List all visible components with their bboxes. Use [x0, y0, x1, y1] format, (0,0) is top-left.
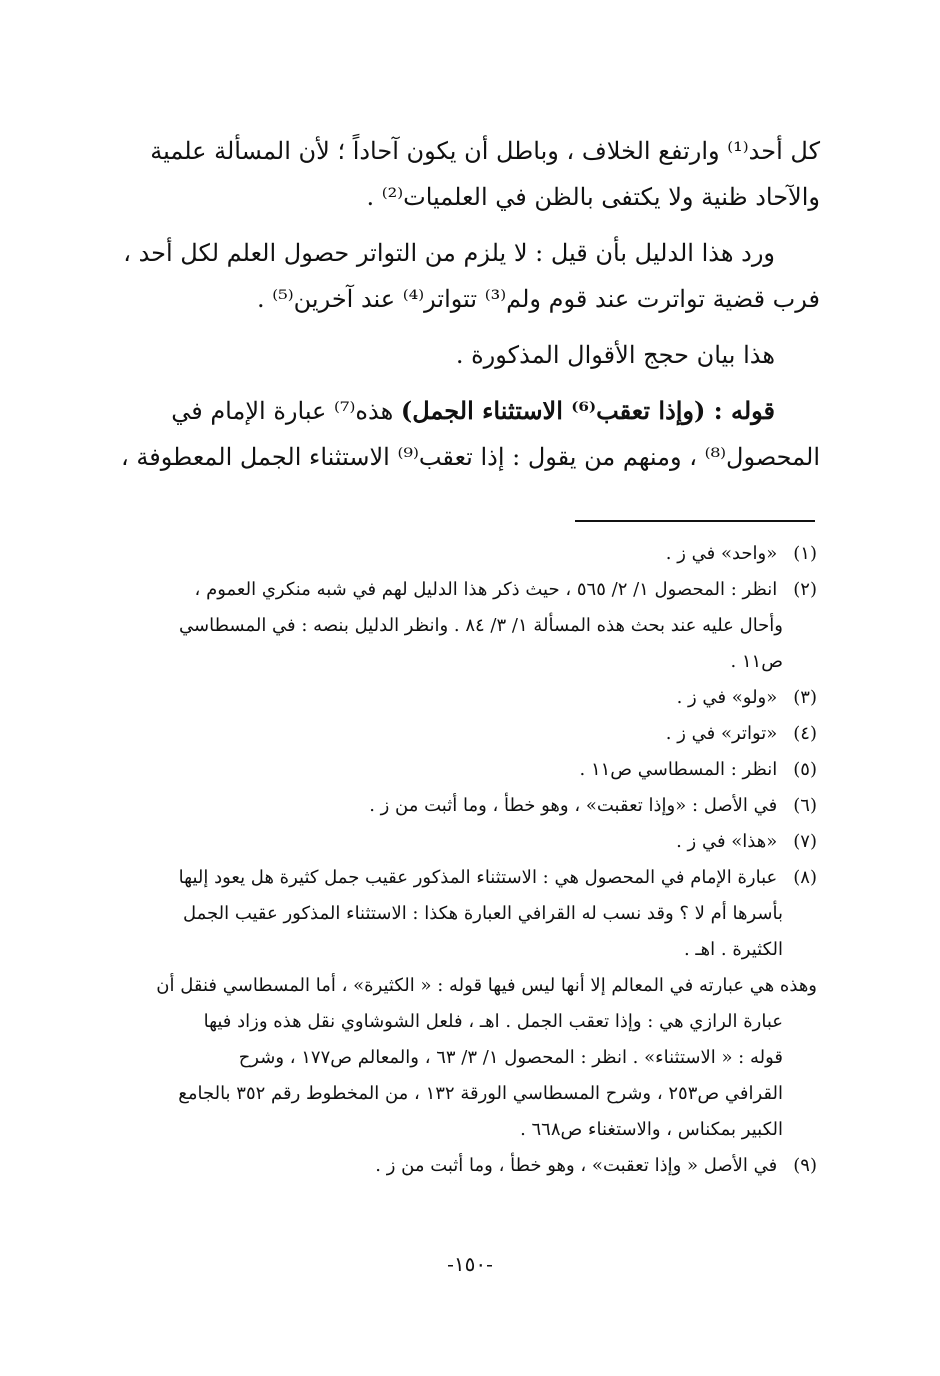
footnote-text: انظر : المسطاسي ص١١ .	[579, 759, 778, 780]
footnote-3	[105, 680, 817, 716]
footnote-number: (٨)	[793, 867, 817, 888]
footnote-9	[105, 1148, 817, 1184]
footnote-2	[105, 572, 817, 608]
paragraph-3	[105, 332, 820, 378]
paragraph-1	[105, 128, 820, 220]
footnote-text: «واحد» في ز .	[665, 543, 778, 564]
text-line: فرب قضية تواترت عند قوم ولم⁽³⁾ تتواتر⁽⁴⁾ عند آخرين⁽⁵⁾ .	[256, 285, 820, 313]
footnote-text: وهذه هي عبارته في المعالم إلا أنها ليس فيها قوله : « الكثيرة» ، أما المسطاسي فنقل أن	[156, 975, 817, 996]
footnote-text: «تواتر» في ز .	[665, 723, 778, 744]
footnote-5	[105, 752, 817, 788]
text-line: المحصول⁽⁸⁾ ، ومنهم من يقول : إذا تعقب⁽⁹⁾ الاستثناء الجمل المعطوفة ،	[121, 443, 820, 471]
footnote-text: القرافي ص٢٥٣ ، وشرح المسطاسي الورقة ١٣٢ ، من المخطوط رقم ٣٥٢ بالجامع	[178, 1083, 783, 1104]
footnote-text: عبارة الرازي هي : وإذا تعقب الجمل . اهـ ، فلعل الشوشاوي نقل هذه وزاد فيها	[203, 1011, 783, 1032]
text-line: كل أحد⁽¹⁾ وارتفع الخلاف ، وباطل أن يكون آحاداً ؛ لأن المسألة علمية	[150, 137, 820, 165]
footnote-number: (٧)	[793, 831, 817, 852]
footnote-text: وأحال عليه عند بحث هذه المسألة ١/ ٣/ ٨٤ . وانظر الدليل بنصه : في المسطاسي	[179, 615, 783, 636]
footnote-text: في الأصل : «وإذا تعقبت» ، وهو خطأ ، وما أثبت من ز .	[369, 795, 778, 816]
footnote-8	[105, 860, 817, 896]
footnotes	[105, 536, 817, 1184]
footnote-4	[105, 716, 817, 752]
footnote-number: (٦)	[793, 795, 817, 816]
text-line: والآحاد ظنية ولا يكتفى بالظن في العلميات⁽²⁾ .	[366, 183, 820, 211]
footnote-text: قوله : « الاستثناء» . انظر : المحصول ١/ ٣/ ٦٣ ، والمعالم ص١٧٧ ، وشرح	[238, 1047, 783, 1068]
footnote-text: في الأصل « وإذا تعقبت» ، وهو خطأ ، وما أثبت من ز .	[375, 1155, 778, 1176]
footnote-text: بأسرها أم لا ؟ وقد نسب له القرافي العبارة هكذا : الاستثناء المذكور عقيب الجمل	[182, 903, 783, 924]
footnote-text: ص١١ .	[730, 651, 783, 672]
text-line	[105, 388, 820, 434]
footnote-text: «هذا» في ز .	[676, 831, 778, 852]
page-number: -١٥٠-	[447, 1252, 493, 1276]
text-line: هذا بيان حجج الأقوال المذكورة .	[455, 341, 775, 369]
footnote-number: (٤)	[793, 723, 817, 744]
main-text	[105, 128, 820, 490]
footnote-number: (٩)	[793, 1155, 817, 1176]
footnote-separator	[575, 520, 815, 522]
footnote-text: الكثيرة . اهـ .	[683, 939, 783, 960]
quoted-heading: قوله : (وإذا تعقب⁽⁶⁾ الاستثناء الجمل)	[400, 396, 775, 425]
footnote-text: «ولو» في ز .	[676, 687, 778, 708]
text-line: ورد هذا الدليل بأن قيل : لا يلزم من التواتر حصول العلم لكل أحد ،	[123, 239, 775, 267]
footnote-number: (٢)	[793, 579, 817, 600]
footnote-6	[105, 788, 817, 824]
footnote-text: الكبير بمكناس ، والاستغناء ص٦٦٨ .	[520, 1119, 783, 1140]
footnote-number: (٣)	[793, 687, 817, 708]
footnote-text: انظر : المحصول ١/ ٢/ ٥٦٥ ، حيث ذكر هذا الدليل لهم في شبه منكري العموم ،	[194, 579, 778, 600]
footnote-7	[105, 824, 817, 860]
paragraph-4	[105, 388, 820, 480]
text-segment: هذه⁽⁷⁾ عبارة الإمام في	[171, 397, 401, 425]
footnote-number: (٥)	[793, 759, 817, 780]
footnote-1	[105, 536, 817, 572]
footnote-number: (١)	[793, 543, 817, 564]
paragraph-2	[105, 230, 820, 322]
footnote-text: عبارة الإمام في المحصول هي : الاستثناء المذكور عقيب جمل كثيرة هل يعود إليها	[178, 867, 778, 888]
